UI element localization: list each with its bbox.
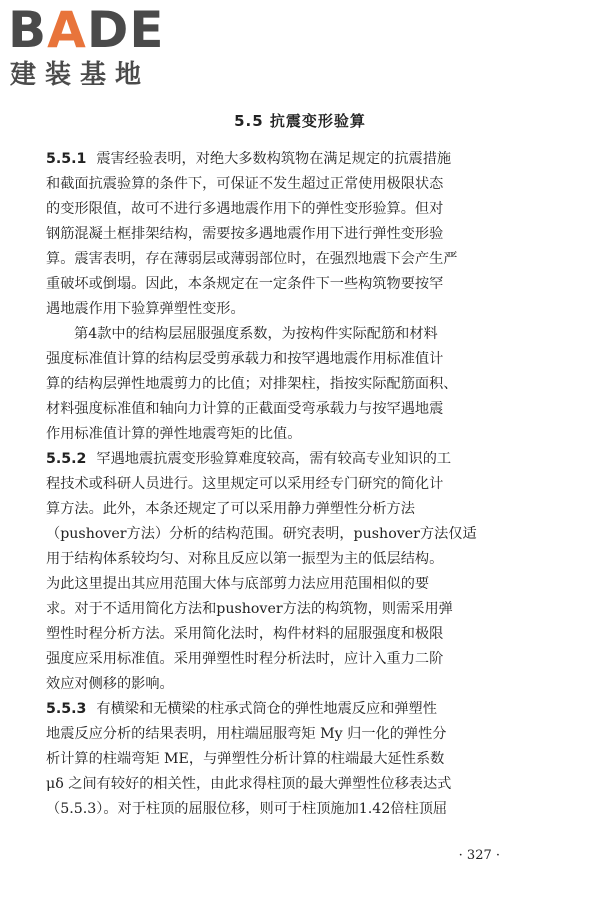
paragraph-5-5-1 xyxy=(46,147,556,322)
text-line: 算。震害表明，存在薄弱层或薄弱部位时，在强烈地震下会产生严 xyxy=(46,251,458,267)
text-line: （5.5.3）。对于柱顶的屈服位移，则可于柱顶施加1.42倍柱顶屈 xyxy=(46,801,448,817)
clause-number: 5.5.1 xyxy=(46,151,87,167)
text-line: 5.5.1 震害经验表明，对绝大多数构筑物在满足规定的抗震措施 xyxy=(46,151,452,167)
paragraph-5-5-1-cont xyxy=(46,322,556,447)
paragraph-5-5-3 xyxy=(46,697,556,822)
text-line: 用于结构体系较均匀、对称且反应以第一振型为主的低层结构。 xyxy=(46,551,444,567)
text-line: 强度应采用标准值。采用弹塑性时程分析法时，应计入重力二阶 xyxy=(46,651,444,667)
text-line: 遇地震作用下验算弹塑性变形。 xyxy=(46,301,245,317)
text-line: 求。对于不适用简化方法和pushover方法的构筑物，则需采用弹 xyxy=(46,601,453,617)
text-line: 的变形限值，故可不进行多遇地震作用下的弹性变形验算。但对 xyxy=(46,201,444,217)
text-line: 为此这里提出其应用范围大体与底部剪力法应用范围相似的要 xyxy=(46,576,430,592)
document-body xyxy=(46,147,556,822)
text-line: 析计算的柱端弯矩 ME，与弹塑性分析计算的柱端最大延性系数 xyxy=(46,751,445,767)
text-line: 算的结构层弹性地震剪力的比值；对排架柱，指按实际配筋面积、 xyxy=(46,376,458,392)
text-line: 5.5.2 罕遇地震抗震变形验算难度较高，需有较高专业知识的工 xyxy=(46,451,452,467)
text-line: 效应对侧移的影响。 xyxy=(46,676,174,692)
logo-wordmark: BADE xyxy=(8,1,165,59)
text-line: 塑性时程分析方法。采用简化法时，构件材料的屈服强度和极限 xyxy=(46,626,444,642)
text-line: μδ 之间有较好的相关性，由此求得柱顶的最大弹塑性位移表达式 xyxy=(46,776,452,792)
text-line: 材料强度标准值和轴向力计算的正截面受弯承载力与按罕遇地震 xyxy=(46,401,444,417)
text-line: （pushover方法）分析的结构范围。研究表明，pushover方法仅适 xyxy=(46,526,477,542)
text-line: 第4款中的结构层屈服强度系数，为按构件实际配筋和材料 xyxy=(74,326,438,342)
text-line: 和截面抗震验算的条件下，可保证不发生超过正常使用极限状态 xyxy=(46,176,444,192)
clause-number: 5.5.3 xyxy=(46,701,87,717)
text-line: 强度标准值计算的结构层受剪承载力和按罕遇地震作用标准值计 xyxy=(46,351,444,367)
text-line: 钢筋混凝土框排架结构，需要按多遇地震作用下进行弹性变形验 xyxy=(46,226,444,242)
text-line: 作用标准值计算的弹性地震弯矩的比值。 xyxy=(46,426,302,442)
clause-number: 5.5.2 xyxy=(46,451,87,467)
text-line: 5.5.3 有横梁和无横梁的柱承式筒仓的弹性地震反应和弹塑性 xyxy=(46,701,437,717)
page-number: · 327 · xyxy=(458,848,500,863)
bade-logo xyxy=(8,1,178,96)
section-title: 5.5 抗震变形验算 xyxy=(234,112,366,130)
text-line: 算方法。此外，本条还规定了可以采用静力弹塑性分析方法 xyxy=(46,501,415,517)
text-line: 重破坏或倒塌。因此，本条规定在一定条件下一些构筑物要按罕 xyxy=(46,276,444,292)
text-line: 地震反应分析的结果表明，用柱端屈服弯矩 My 归一化的弹性分 xyxy=(46,726,447,742)
paragraph-5-5-2 xyxy=(46,447,556,697)
logo-subtitle: 建装基地 xyxy=(10,60,151,90)
text-line: 程技术或科研人员进行。这里规定可以采用经专门研究的简化计 xyxy=(46,476,444,492)
